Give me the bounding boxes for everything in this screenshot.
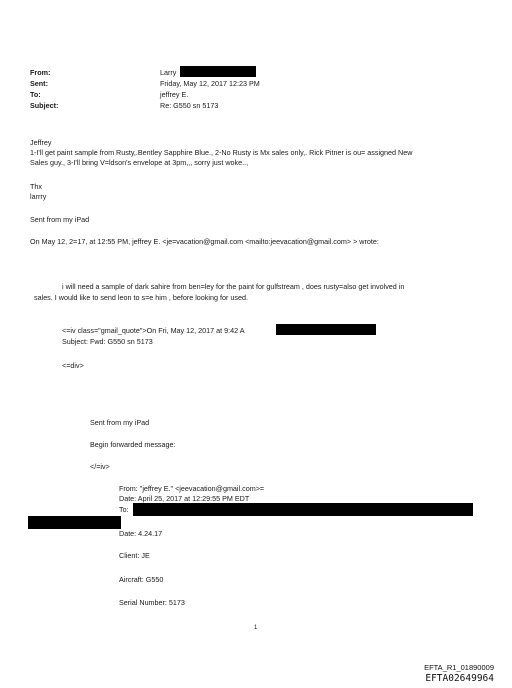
subject-value: Re: G550 sn 5173 — [160, 101, 219, 110]
fwd-begin: Begin forwarded message: — [90, 440, 176, 449]
fwd-from: From: "jeffrey E." <jeevacation@gmail.com>= — [119, 484, 265, 493]
div-tag: <=div> — [62, 361, 84, 370]
sent-from-ipad: Sent from my iPad — [30, 215, 90, 224]
body-line-1: 1-I'll get paint sample from Rusty,.Bentley Sapphire Blue., 2-No Rusty is Mx sales only,. Rick Pitner is ou= assigned New — [30, 148, 413, 157]
redaction-box — [276, 324, 376, 335]
thx-text: Thx — [30, 182, 42, 191]
signoff-text: larrry — [30, 192, 47, 201]
footer-id-1: EFTA_R1_01890009 — [424, 663, 494, 672]
fwd-aircraft: Aircraft: G550 — [119, 575, 164, 584]
sent-value: Friday, May 12, 2017 12:23 PM — [160, 79, 260, 88]
body-line-2: Sales guy., 3-I'll bring V=ldson's envelope at 3pm,,, sorry just woke.., — [30, 158, 249, 167]
fwd-client: Client: JE — [119, 551, 150, 560]
quoted-line-1: i will need a sample of dark sahire from ben=ley for the paint for gulfstream , does rusty=also get involved in — [62, 282, 405, 291]
quote-intro: On May 12, 2=17, at 12:55 PM, jeffrey E. <je=vacation@gmail.com <mailto:jeevacation@gmail.com> > wrote: — [30, 237, 379, 246]
fwd-close-div: </=iv> — [90, 462, 110, 471]
redaction-box — [133, 503, 473, 516]
to-value: jeffrey E. — [160, 90, 189, 99]
quoted-subject: Subject: Fwd: G550 sn 5173 — [62, 337, 153, 346]
fwd-date2: Date: 4.24.17 — [119, 529, 163, 538]
subject-label: Subject: — [30, 101, 59, 110]
footer-id-2: EFTA02649964 — [425, 673, 494, 684]
from-label: From: — [30, 68, 51, 77]
fwd-to: To: — [119, 505, 129, 514]
quoted-line-2: sales. I would like to send leon to s=e him , before looking for used. — [34, 293, 248, 302]
sent-label: Sent: — [30, 79, 48, 88]
fwd-sent-from-ipad: Sent from my iPad — [90, 418, 150, 427]
redaction-box — [28, 516, 121, 529]
page-number: 1 — [254, 625, 258, 631]
greeting: Jeffrey — [30, 138, 52, 147]
from-value: Larry — [160, 68, 177, 77]
gmail-quote-line: <=iv class="gmail_quote">On Fri, May 12, 2017 at 9:42 A — [62, 326, 245, 335]
fwd-serial: Serial Number: 5173 — [119, 598, 185, 607]
redaction-box — [180, 66, 256, 77]
fwd-date: Date: April 25, 2017 at 12:29:55 PM EDT — [119, 494, 250, 503]
to-label: To: — [30, 90, 41, 99]
